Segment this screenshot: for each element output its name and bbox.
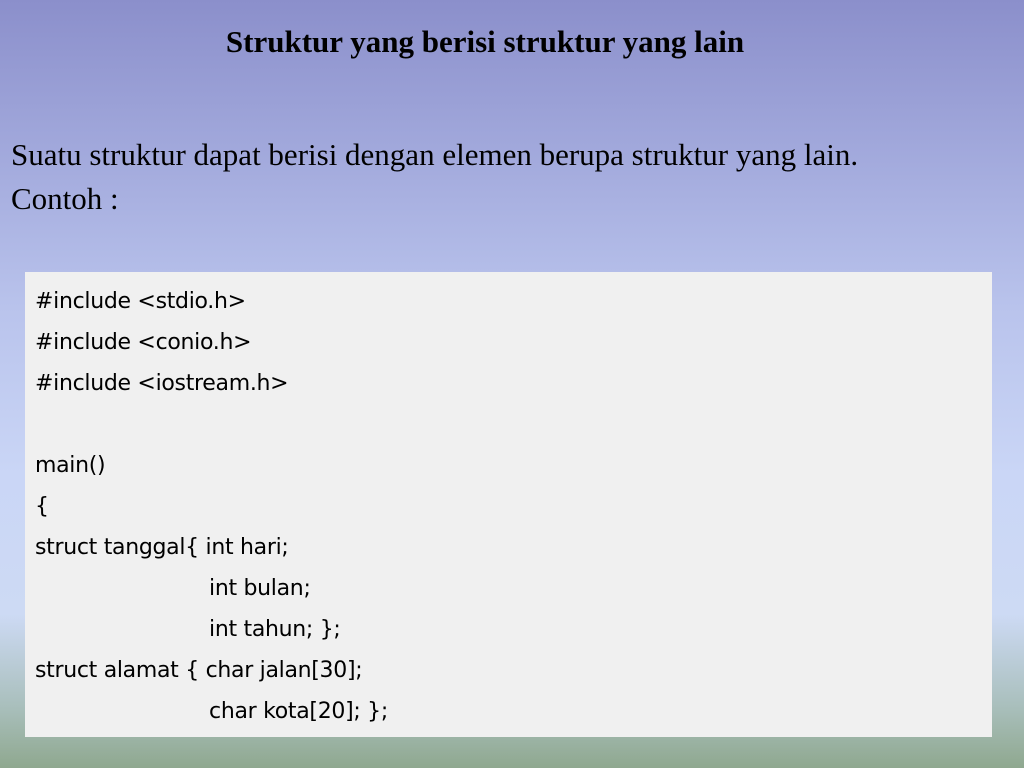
- code-line: #include <conio.h>: [35, 330, 252, 355]
- intro-paragraph: Suatu struktur dapat berisi dengan elemen berupa struktur yang lain.: [11, 137, 859, 172]
- code-line: {: [35, 494, 49, 519]
- code-line: int tahun; };: [35, 617, 341, 642]
- intro-section: [11, 132, 1013, 221]
- code-line: char kota[20]; };: [35, 699, 388, 724]
- code-line: main(): [35, 453, 106, 478]
- code-line: #include <iostream.h>: [35, 371, 289, 396]
- code-block: [25, 272, 992, 737]
- example-label: Contoh :: [11, 181, 119, 216]
- slide-title: Struktur yang berisi struktur yang lain: [225, 24, 745, 59]
- code-line: int bulan;: [35, 576, 311, 601]
- code-line: struct alamat { char jalan[30];: [35, 658, 363, 683]
- code-line: #include <stdio.h>: [35, 289, 246, 314]
- code-line: [35, 404, 992, 445]
- code-line: struct tanggal{ int hari;: [35, 535, 289, 560]
